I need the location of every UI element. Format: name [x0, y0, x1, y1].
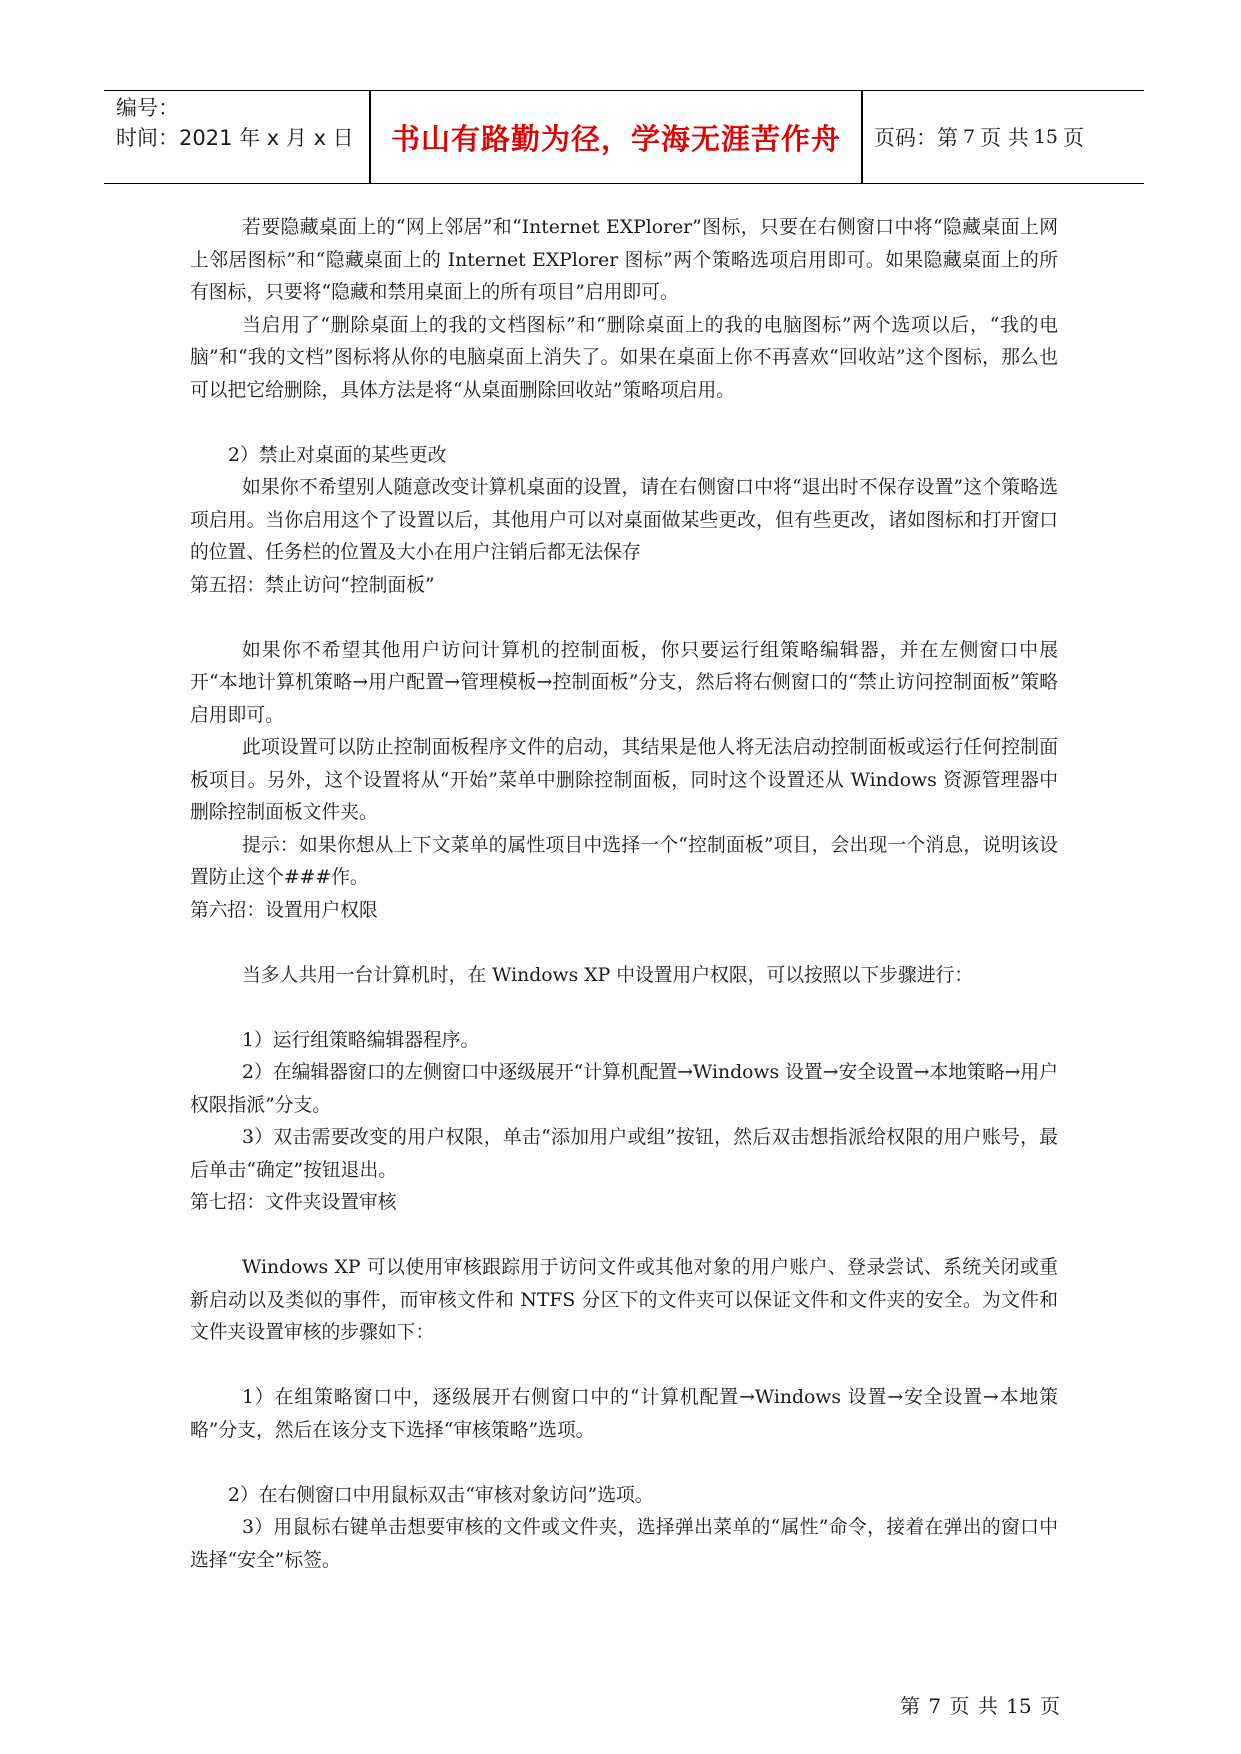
- document-body: [190, 212, 1058, 1577]
- paragraph: 若要隐藏桌面上的“网上邻居”和“Internet EXPlorer”图标，只要在右侧窗口中将“隐藏桌面上网上邻居图标”和“隐藏桌面上的 Internet EXPlorer 图标”两个策略选项启用即可。如果隐藏桌面上的所有图标，只要将“隐藏和禁用桌面上的所有项目”启用即可。: [190, 217, 1058, 303]
- footer-current: 7: [928, 1694, 942, 1718]
- page-prefix: 页码：第: [874, 126, 958, 150]
- footer-suffix: 页: [1039, 1694, 1060, 1718]
- header-info: [116, 93, 366, 153]
- paragraph: 如果你不希望其他用户访问计算机的控制面板，你只要运行组策略编辑器，并在左侧窗口中展开“本地计算机策略→用户配置→管理模板→控制面板”分支，然后将右侧窗口的“禁止访问控制面板”策略启用即可。: [190, 639, 1058, 726]
- header-page-info: [874, 91, 1084, 183]
- step-item: 1）在组策略窗口中，逐级展开右侧窗口中的“计算机配置→Windows 设置→安全设置→本地策略”分支，然后在该分支下选择“审核策略”选项。: [190, 1387, 1058, 1441]
- page-suffix: 页: [1062, 126, 1084, 150]
- footer-mid: 页 共: [949, 1694, 998, 1718]
- step-item: 1）运行组策略编辑器程序。: [242, 1029, 480, 1051]
- page-footer: [900, 1690, 1060, 1719]
- footer-total: 15: [1006, 1694, 1032, 1718]
- paragraph: 当启用了“删除桌面上的我的文档图标”和“删除桌面上的我的电脑图标”两个选项以后，“我的电脑”和“我的文档”图标将从你的电脑桌面上消失了。如果在桌面上你不再喜欢“回收站”这个图标，那么也可以把它给删除，具体方法是将“从桌面删除回收站”策略项启用。: [190, 314, 1058, 401]
- step-item: 2）在编辑器窗口的左侧窗口中逐级展开“计算机配置→Windows 设置→安全设置→本地策略→用户权限指派”分支。: [190, 1062, 1058, 1116]
- subheading: 2）禁止对桌面的某些更改: [228, 444, 447, 466]
- document-time: 时间：2021 年 x 月 x 日: [116, 126, 354, 150]
- paragraph: 此项设置可以防止控制面板程序文件的启动，其结果是他人将无法启动控制面板或运行任何控制面板项目。另外，这个设置将从“开始”菜单中删除控制面板，同时这个设置还从 Windows 资源管理器中删除控制面板文件夹。: [190, 737, 1058, 823]
- paragraph: Windows XP 可以使用审核跟踪用于访问文件或其他对象的用户账户、登录尝试、系统关闭或重新启动以及类似的事件，而审核文件和 NTFS 分区下的文件夹可以保证文件和文件夹的安全。为文件和文件夹设置审核的步骤如下：: [190, 1257, 1058, 1343]
- section-heading: 第七招：文件夹设置审核: [190, 1192, 397, 1213]
- section-heading: 第六招：设置用户权限: [190, 899, 378, 921]
- paragraph: 如果你不希望别人随意改变计算机桌面的设置，请在右侧窗口中将“退出时不保存设置”这个策略选项启用。当你启用这个了设置以后，其他用户可以对桌面做某些更改，但有些更改，诸如图标和打开窗口的位置、任务栏的位置及大小在用户注销后都无法保存: [190, 477, 1058, 563]
- step-item: 3）双击需要改变的用户权限，单击“添加用户或组”按钮，然后双击想指派给权限的用户账号，最后单击“确定”按钮退出。: [190, 1127, 1058, 1181]
- paragraph: 提示：如果你想从上下文菜单的属性项目中选择一个“控制面板”项目，会出现一个消息，说明该设置防止这个###作。: [190, 834, 1058, 888]
- paragraph: 当多人共用一台计算机时，在 Windows XP 中设置用户权限，可以按照以下步骤进行：: [242, 964, 974, 986]
- page-mid: 页 共: [980, 126, 1029, 150]
- page-header: [104, 90, 1144, 184]
- step-item: 2）在右侧窗口中用鼠标双击“审核对象访问”选项。: [228, 1484, 654, 1506]
- step-item: 3）用鼠标右键单击想要审核的文件或文件夹，选择弹出菜单的“属性”命令，接着在弹出的窗口中选择“安全”标签。: [190, 1517, 1058, 1571]
- page-total: 15: [1033, 126, 1058, 148]
- header-motto: 书山有路勤为径，学海无涯苦作舟: [390, 121, 841, 156]
- section-heading: 第五招：禁止访问“控制面板”: [190, 574, 435, 596]
- header-divider: [861, 91, 863, 183]
- document-number-label: 编号：: [116, 96, 179, 120]
- page-current: 7: [963, 126, 976, 148]
- footer-prefix: 第: [900, 1694, 920, 1718]
